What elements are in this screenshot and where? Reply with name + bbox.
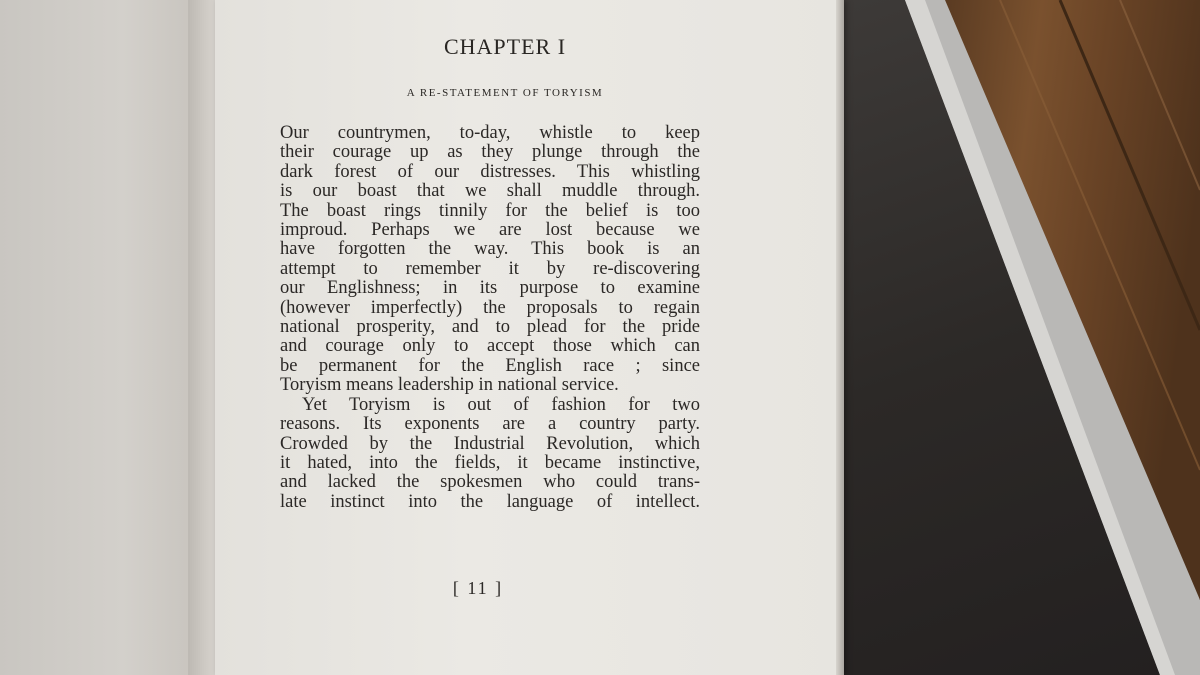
page-edge (836, 0, 844, 675)
chapter-title: CHAPTER I (443, 34, 567, 59)
text-line: it hated, into the fields, it became instinctive, (280, 452, 700, 473)
text-line: our Englishness; in its purpose to examine (280, 278, 700, 299)
text-line: their courage up as they plunge through the (280, 142, 700, 163)
text-line: national prosperity, and to plead for the pride (280, 317, 700, 338)
text-line: and lacked the spokesmen who could trans- (280, 472, 700, 493)
text-line: be permanent for the English race ; since (280, 355, 700, 376)
text-line: attempt to remember it by re-discovering (280, 258, 700, 279)
text-line: The boast rings tinnily for the belief is too (280, 200, 700, 221)
text-line: improud. Perhaps we are lost because we (280, 220, 700, 241)
text-line: Yet Toryism is out of fashion for two (302, 394, 700, 415)
page-number: [ 11 ] (452, 578, 504, 598)
text-line: dark forest of our distresses. This whistling (280, 161, 700, 182)
text-line: Crowded by the Industrial Revolution, which (280, 433, 700, 454)
text-line: have forgotten the way. This book is an (280, 239, 700, 260)
text-line: and courage only to accept those which can (280, 336, 700, 357)
text-line: (however imperfectly) the proposals to regain (280, 297, 700, 318)
chapter-subtitle: A RE-STATEMENT OF TORYISM (406, 87, 604, 99)
text-line: reasons. Its exponents are a country party. (280, 414, 700, 435)
text-line: Toryism means leadership in national service. (280, 375, 619, 396)
text-line: is our boast that we shall muddle through. (280, 181, 700, 202)
left-page (0, 0, 205, 675)
text-line: Our countrymen, to-day, whistle to keep (280, 123, 700, 143)
text-line: late instinct into the language of intellect. (280, 491, 700, 512)
body-text (280, 124, 700, 512)
